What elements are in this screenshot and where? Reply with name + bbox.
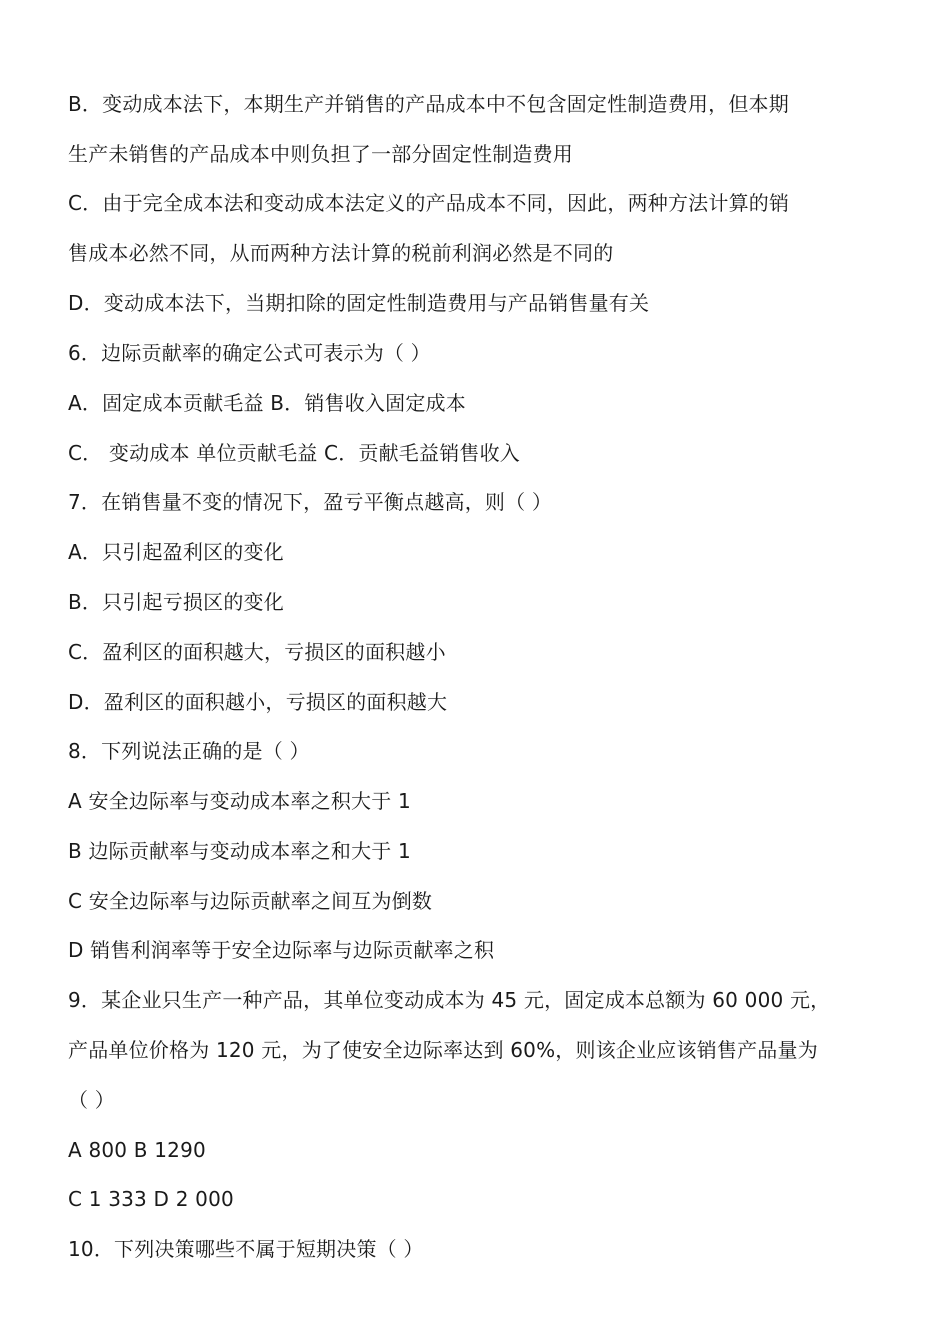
- question-8-option-a: A 安全边际率与变动成本率之积大于 1: [68, 789, 411, 813]
- question-7-option-a: A．只引起盈利区的变化: [68, 540, 284, 564]
- question-7: 7．在销售量不变的情况下，盈亏平衡点越高，则（ ）: [68, 490, 553, 514]
- question-9-options-cd: C 1 333 D 2 000: [68, 1187, 234, 1211]
- text-line-b-option-part2: 生产未销售的产品成本中则负担了一部分固定性制造费用: [68, 142, 573, 166]
- question-10: 10．下列决策哪些不属于短期决策（ ）: [68, 1237, 424, 1261]
- question-9-part2: 产品单位价格为 120 元，为了使安全边际率达到 60%，则该企业应该销售产品量为: [68, 1038, 818, 1062]
- question-8-option-c: C 安全边际率与边际贡献率之间互为倒数: [68, 889, 433, 913]
- question-6: 6．边际贡献率的确定公式可表示为（ ）: [68, 341, 431, 365]
- text-line-d-option: D．变动成本法下，当期扣除的固定性制造费用与产品销售量有关: [68, 291, 650, 315]
- question-8-option-b: B 边际贡献率与变动成本率之和大于 1: [68, 839, 411, 863]
- question-9-part3: （ ）: [68, 1088, 115, 1112]
- question-6-options-ab: A．固定成本贡献毛益 B．销售收入固定成本: [68, 391, 466, 415]
- question-7-option-b: B．只引起亏损区的变化: [68, 590, 284, 614]
- question-8: 8．下列说法正确的是（ ）: [68, 739, 310, 763]
- text-line-c-option-part1: C．由于完全成本法和变动成本法定义的产品成本不同，因此，两种方法计算的销: [68, 191, 790, 215]
- question-7-option-d: D．盈利区的面积越小，亏损区的面积越大: [68, 690, 448, 714]
- text-line-b-option-part1: B．变动成本法下，本期生产并销售的产品成本中不包含固定性制造费用，但本期: [68, 92, 789, 116]
- text-line-c-option-part2: 售成本必然不同，从而两种方法计算的税前利润必然是不同的: [68, 241, 614, 265]
- question-6-options-cd: C． 变动成本 单位贡献毛益 C．贡献毛益销售收入: [68, 441, 521, 465]
- question-9-part1: 9．某企业只生产一种产品，其单位变动成本为 45 元，固定成本总额为 60 000 元，: [68, 988, 831, 1012]
- question-7-option-c: C．盈利区的面积越大，亏损区的面积越小: [68, 640, 446, 664]
- question-8-option-d: D 销售利润率等于安全边际率与边际贡献率之积: [68, 938, 495, 962]
- question-9-options-ab: A 800 B 1290: [68, 1138, 206, 1162]
